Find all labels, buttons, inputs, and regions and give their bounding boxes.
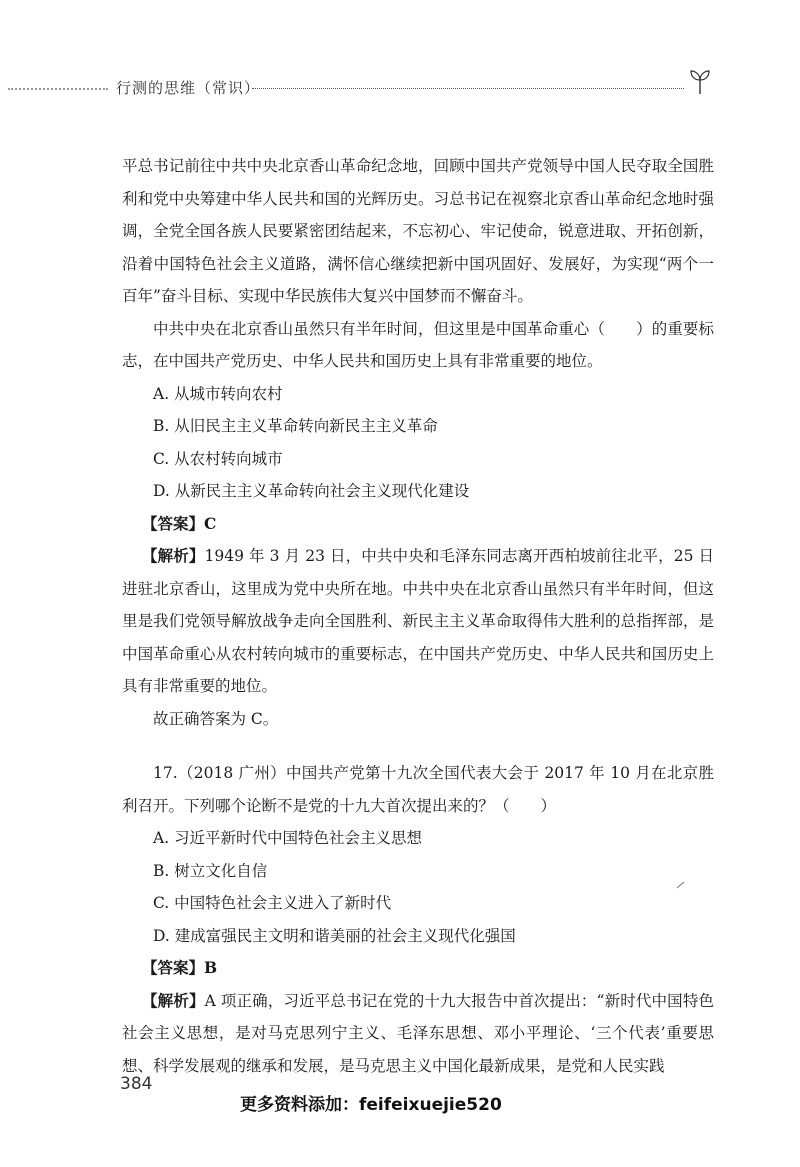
- q17-option-b: B. 树立文化自信: [153, 861, 268, 880]
- page-number: 384: [120, 1074, 153, 1094]
- option-d: D. 从新民主主义革命转向社会主义现代化建设: [153, 482, 470, 500]
- q17-answer-value: B: [204, 958, 218, 977]
- header-rule: [252, 88, 684, 89]
- q17-analysis-label: 【解析】: [142, 990, 205, 1010]
- intro-paragraph: 平总书记前往中共中央北京香山革命纪念地，回顾中国共产党领导中国人民夺取全国胜利和党中央筹建中华人民共和国的光辉历史。习总书记在视察北京香山革命纪念地时强调，全党全国各族人民要紧密团结起来，不忘初心、牢记使命，锐意进取、开拓创新，沿着中国特色社会主义道路，满怀信心继续把新中国巩固好、发展好，为实现“两个一百年”奋斗目标、实现中华民族伟大复兴中国梦而不懈奋斗。: [122, 157, 714, 305]
- option-a: A. 从城市转向农村: [153, 384, 283, 403]
- q17-option-c: C. 中国特色社会主义进入了新时代: [153, 894, 392, 912]
- option-c: C. 从农村转向城市: [153, 449, 283, 468]
- answer-value: C: [204, 513, 217, 533]
- pen-mark-icon: [676, 880, 686, 890]
- q17-answer-label: 【答案】: [142, 958, 205, 977]
- page-content: [122, 150, 714, 1082]
- analysis-paragraph: [122, 540, 714, 703]
- analysis-label: 【解析】: [142, 546, 205, 565]
- q17-analysis-text: A 项正确，习近平总书记在党的十九大报告中首次提出：“新时代中国特色社会主义思想，是对马克思列宁主义、毛泽东思想、邓小平理论、‘三个代表’重要思想、科学发展观的继承和发展，是马克思主义中国化最新成果，是党和人民实践: [122, 991, 714, 1075]
- conclusion-line: 故正确答案为 C。: [153, 709, 279, 728]
- analysis-text: 1949 年 3 月 23 日，中共中央和毛泽东同志离开西柏坡前往北平，25 日进驻北京香山，这里成为党中央所在地。中共中央在北京香山虽然只有半年时间，但这里是我们党领导解放战争走向全国胜利、新民主主义革命取得伟大胜利的总指挥部，是中国革命重心从农村转向城市的重要标志，在中国共产党历史、中华人民共和国历史上具有非常重要的地位。: [122, 547, 714, 695]
- header-title: 行测的思维（常识）: [116, 79, 261, 97]
- running-header: [0, 68, 800, 108]
- section-gap: [122, 735, 714, 757]
- promo-text: 更多资料添加：feifeixuejie520: [240, 1095, 502, 1115]
- q17-option-a: A. 习近平新时代中国特色社会主义思想: [153, 829, 423, 847]
- header-dotted-line: [8, 88, 108, 90]
- answer-label: 【答案】: [142, 513, 205, 533]
- q17-analysis-paragraph: [122, 985, 714, 1083]
- option-b: B. 从旧民主主义革命转向新民主主义革命: [153, 417, 438, 435]
- sprout-icon: [688, 68, 712, 96]
- question-17-stem: 17.（2018 广州）中国共产党第十九次全国代表大会于 2017 年 10 月在北京胜利召开。下列哪个论断不是党的十九大首次提出来的？（ ）: [122, 764, 714, 815]
- question-16-stem: 中共中央在北京香山虽然只有半年时间，但这里是中国革命重心（ ）的重要标志，在中国共产党历史、中华人民共和国历史上具有非常重要的地位。: [122, 319, 714, 370]
- q17-answer-line: [122, 952, 714, 985]
- q17-option-d: D. 建成富强民主文明和谐美丽的社会主义现代化强国: [153, 926, 516, 945]
- answer-line: [122, 508, 714, 541]
